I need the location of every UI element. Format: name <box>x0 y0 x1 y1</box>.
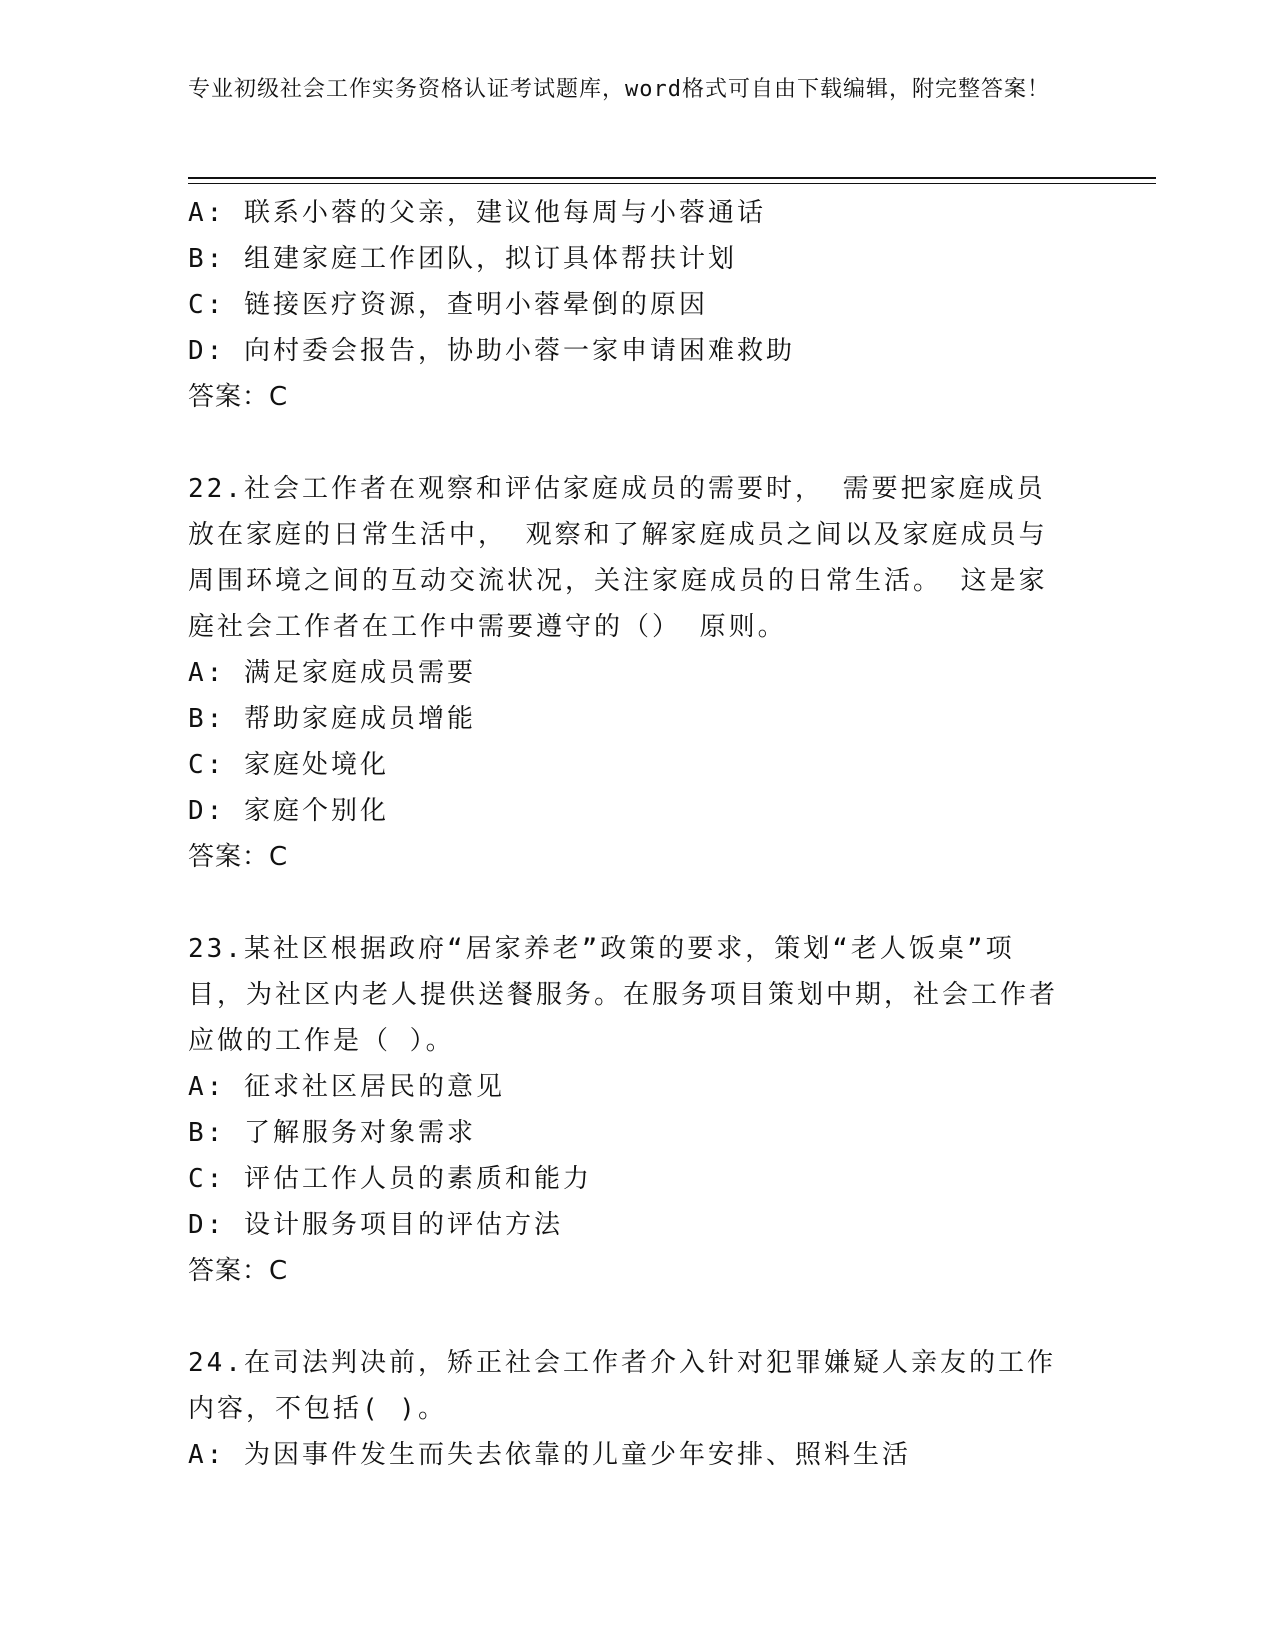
q24-option-a: A: 为因事件发生而失去依靠的儿童少年安排、照料生活 <box>188 1440 911 1470</box>
document-header: 专业初级社会工作实务资格认证考试题库，word格式可自由下载编辑，附完整答案！ <box>188 77 1050 102</box>
q22-stem: 22.社会工作者在观察和评估家庭成员的需要时， 需要把家庭成员放在家庭的日常生活中， 观察和了解家庭成员之间以及家庭成员与周围环境之间的互动交流状况，关注家庭成员的日常生活。 这是家庭社会工作者在工作中需要遵守的（） 原则。 <box>188 474 1048 642</box>
q23-option-d: D: 设计服务项目的评估方法 <box>188 1210 563 1240</box>
q23-stem: 23.某社区根据政府“居家养老”政策的要求，策划“老人饭桌”项目，为社区内老人提供送餐服务。在服务项目策划中期，社会工作者应做的工作是（ ）。 <box>188 934 1059 1056</box>
q22-option-b: B: 帮助家庭成员增能 <box>188 704 476 734</box>
q23-answer: 答案：C <box>188 1256 289 1286</box>
q21-option-d: D: 向村委会报告，协助小蓉一家申请困难救助 <box>188 336 795 366</box>
q21-option-b: B: 组建家庭工作团队，拟订具体帮扶计划 <box>188 244 737 274</box>
q22-answer: 答案：C <box>188 842 289 872</box>
question-24 <box>188 1340 1068 1478</box>
header-rule-thick <box>188 177 1156 179</box>
q22-option-c: C: 家庭处境化 <box>188 750 389 780</box>
q21-option-a: A: 联系小蓉的父亲，建议他每周与小蓉通话 <box>188 198 766 228</box>
q24-stem: 24.在司法判决前，矫正社会工作者介入针对犯罪嫌疑人亲友的工作内容，不包括( )。 <box>188 1348 1056 1424</box>
q22-option-a: A: 满足家庭成员需要 <box>188 658 476 688</box>
question-21 <box>188 190 1068 420</box>
question-22 <box>188 466 1068 880</box>
q23-option-a: A: 征求社区居民的意见 <box>188 1072 505 1102</box>
q22-option-d: D: 家庭个别化 <box>188 796 389 826</box>
q21-answer: 答案：C <box>188 382 289 412</box>
q23-option-b: B: 了解服务对象需求 <box>188 1118 476 1148</box>
question-content <box>188 190 1068 1478</box>
question-23 <box>188 926 1068 1294</box>
header-rule-thin <box>188 183 1156 184</box>
q23-option-c: C: 评估工作人员的素质和能力 <box>188 1164 592 1194</box>
q21-option-c: C: 链接医疗资源，查明小蓉晕倒的原因 <box>188 290 708 320</box>
